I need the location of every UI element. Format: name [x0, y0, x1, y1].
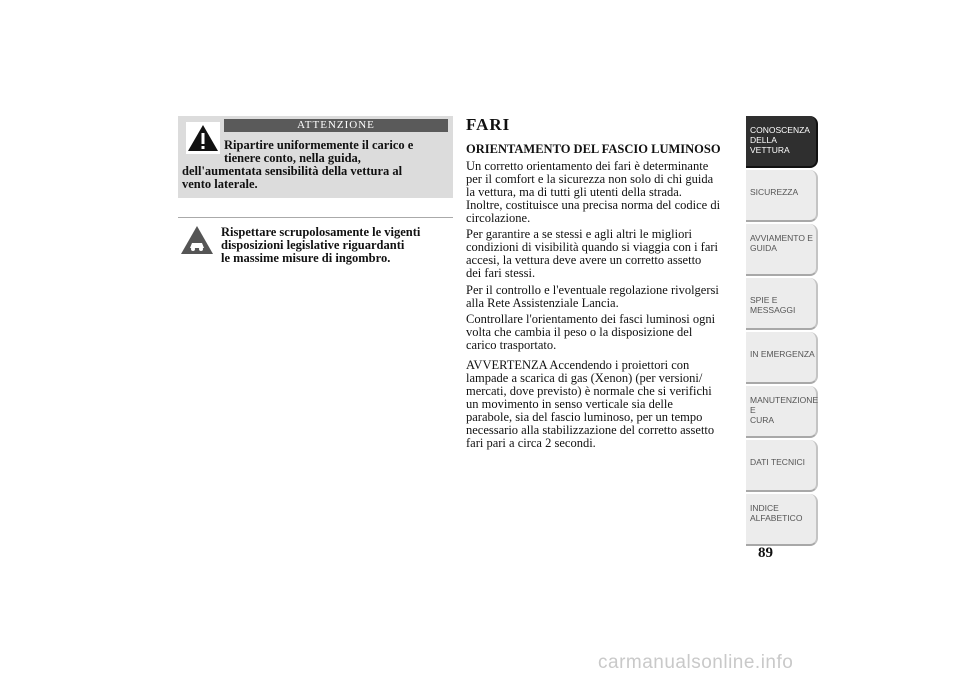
warning-line: vento laterale. [182, 177, 258, 191]
body-line: AVVERTENZA Accendendo i proiettori con [466, 358, 690, 372]
body-line: Inoltre, costituisce una precisa norma del codice di [466, 198, 721, 212]
body-line: circolazione. [466, 211, 531, 225]
section-title: FARI [466, 115, 511, 134]
body-line: mercati, dove previsto) è normale che si verifichi [466, 384, 712, 398]
body-line: un movimento in senso verticale sia delle [466, 397, 673, 411]
body-line: alla Rete Assistenziale Lancia. [466, 296, 619, 310]
note-line: Rispettare scrupolosamente le vigenti [221, 225, 421, 239]
warning-line: Ripartire uniformemente il carico e [224, 138, 414, 152]
note-divider [178, 217, 453, 218]
tab-manutenzione-e-cura[interactable]: MANUTENZIONE E CURA [746, 386, 818, 438]
body-line: fari pari a circa 2 secondi. [466, 436, 596, 450]
body-line: Per garantire a se stessi e agli altri le migliori [466, 227, 692, 241]
warning-header: ATTENZIONE [224, 119, 448, 132]
body-line: necessario alla stabilizzazione del corretto assetto [466, 423, 715, 437]
tab-indice-alfabetico[interactable]: INDICE ALFABETICO [746, 494, 818, 546]
section-subtitle: ORIENTAMENTO DEL FASCIO LUMINOSO [466, 142, 721, 156]
tab-conoscenza-della-vettura[interactable]: CONOSCENZA DELLA VETTURA [746, 116, 818, 168]
tab-in-emergenza[interactable]: IN EMERGENZA [746, 332, 818, 384]
body-line: parabole, sia del fascio luminoso, per un tempo [466, 410, 703, 424]
warning-triangle-icon [186, 122, 220, 154]
body-line: Controllare l'orientamento dei fasci luminosi ogni [466, 312, 716, 326]
body-line: Un corretto orientamento dei fari è determinante [466, 159, 709, 173]
tab-sicurezza[interactable]: SICUREZZA [746, 170, 818, 222]
body-line: dei fari stessi. [466, 266, 536, 280]
note-line: disposizioni legislative riguardanti [221, 238, 405, 252]
tab-spie-e-messaggi[interactable]: SPIE E MESSAGGI [746, 278, 818, 330]
body-line: condizioni di visibilità quando si viaggia con i fari [466, 240, 719, 254]
body-line: la vettura, ma di tutti gli utenti della strada. [466, 185, 682, 199]
body-line: volta che cambia il peso o la disposizione del [466, 325, 693, 339]
note-line: le massime misure di ingombro. [221, 251, 391, 265]
body-line: accesi, la vettura deve avere un corretto assetto [466, 253, 702, 267]
warning-line: tienere conto, nella guida, [224, 151, 361, 165]
watermark: carmanualsonline.info [598, 652, 794, 673]
body-line: lampade a scarica di gas (Xenon) (per versioni/ [466, 371, 703, 385]
warning-line: dell'aumentata sensibilità della vettura al [182, 164, 403, 178]
warning-box [178, 116, 453, 198]
body-line: per il comfort e la sicurezza non solo di chi guida [466, 172, 714, 186]
body-line: Per il controllo e l'eventuale regolazione rivolgersi [466, 283, 719, 297]
body-line: carico trasportato. [466, 338, 557, 352]
environment-car-icon [180, 224, 214, 256]
tab-avviamento-e-guida[interactable]: AVVIAMENTO E GUIDA [746, 224, 818, 276]
page-number: 89 [758, 545, 773, 561]
tab-dati-tecnici[interactable]: DATI TECNICI [746, 440, 818, 492]
